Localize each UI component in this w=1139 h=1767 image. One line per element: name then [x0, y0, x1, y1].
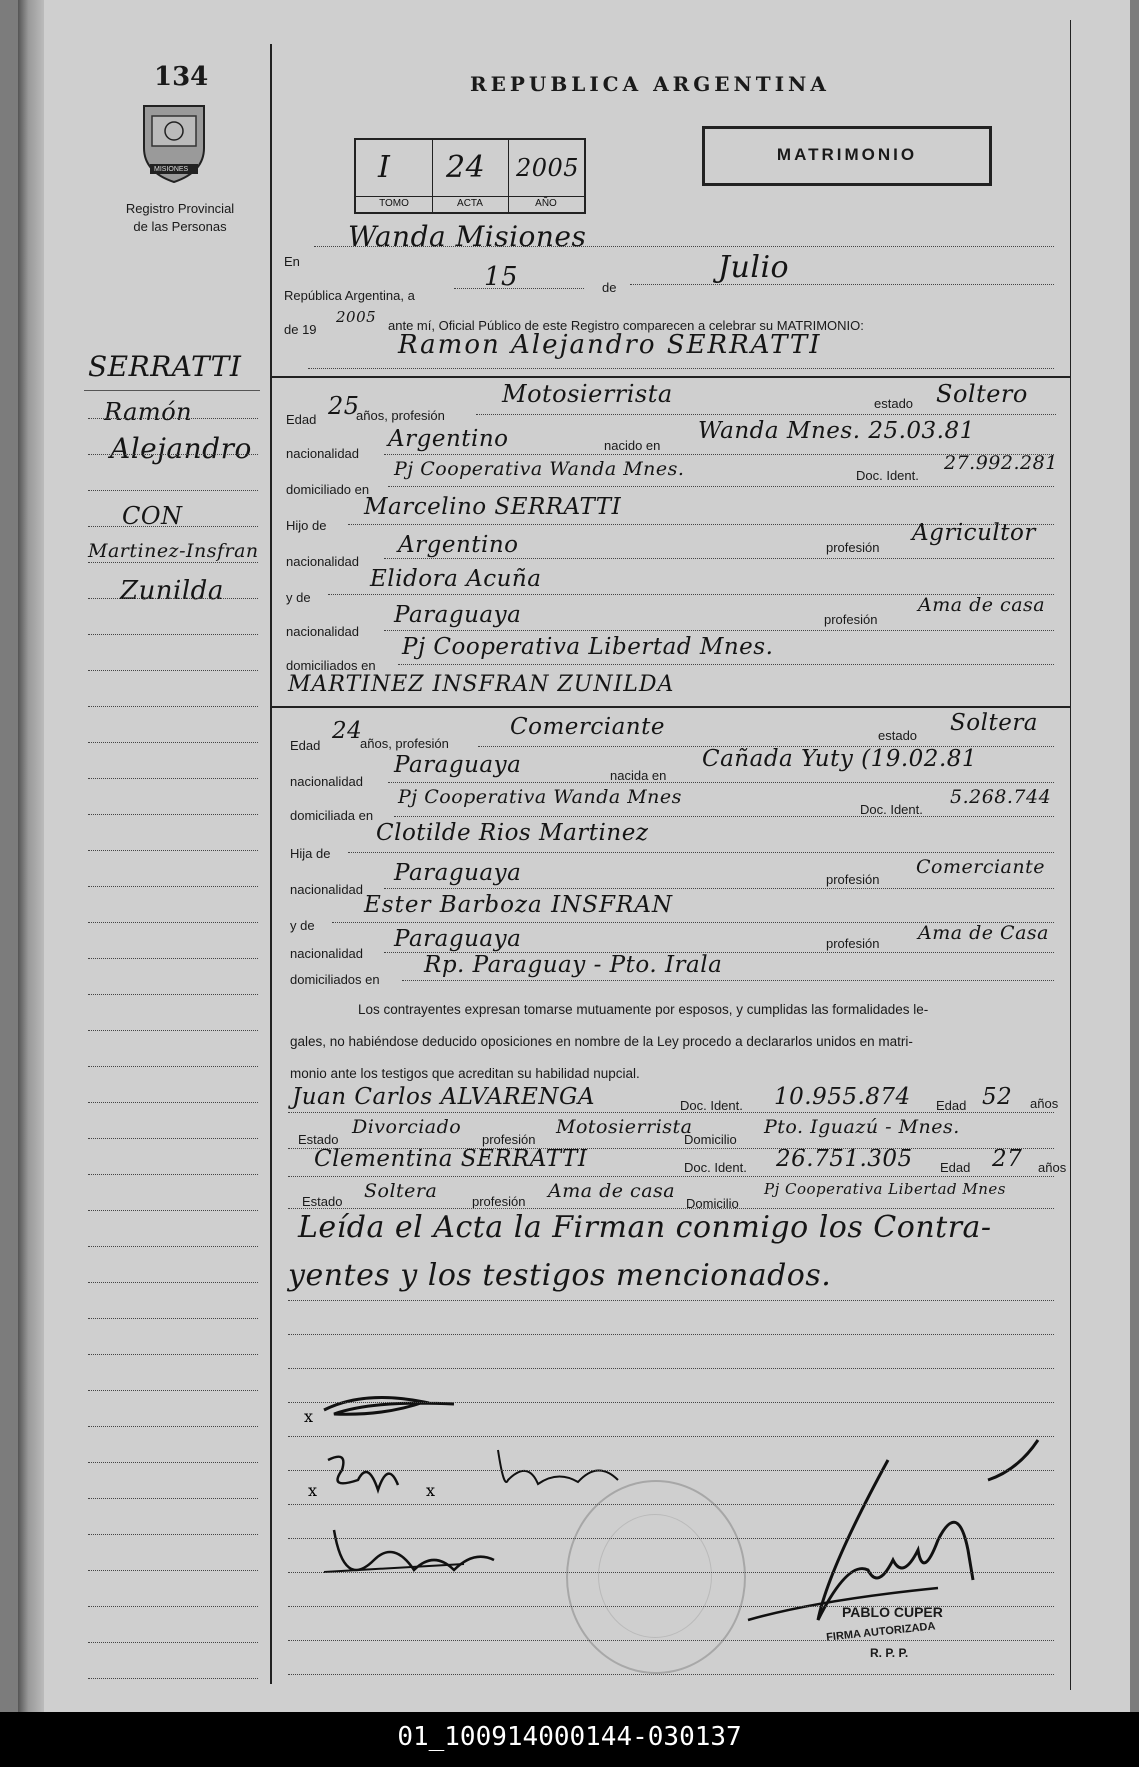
g-nacionalidad: Argentino — [388, 426, 509, 452]
line — [288, 1112, 1054, 1113]
margin-dotted-line — [88, 598, 258, 599]
line — [630, 284, 1054, 285]
margin-dotted-line — [88, 1498, 258, 1499]
b-hija-label: Hija de — [290, 846, 331, 861]
bride-full-name: MARTINEZ INSFRAN ZUNILDA — [288, 672, 675, 697]
line — [476, 414, 1056, 415]
g-domicilio: Pj Cooperativa Wanda Mnes. — [394, 458, 685, 480]
b-mprof-label: profesión — [826, 872, 880, 887]
g-pprof-label: profesión — [826, 540, 880, 555]
w2-name: Clementina SERRATTI — [314, 1146, 588, 1172]
margin-dotted-line — [88, 814, 258, 815]
w1-prof: Motosierrista — [556, 1116, 693, 1138]
line — [402, 980, 1054, 981]
margin-dotted-line — [88, 526, 258, 527]
b-otro: Ester Barboza INSFRAN — [364, 892, 674, 918]
margin-dotted-line — [88, 454, 258, 455]
svg-text:x: x — [308, 1481, 318, 1500]
register-page — [18, 0, 1130, 1712]
section-rule-2 — [272, 706, 1070, 708]
page-number: 134 — [154, 62, 209, 92]
signature-official — [718, 1420, 1058, 1660]
body-dotted-line — [288, 1504, 1054, 1505]
right-border — [1070, 20, 1071, 1690]
b-edad-label: Edad — [290, 738, 321, 753]
b-madre: Clotilde Rios Martinez — [376, 820, 649, 846]
g-estado-label: estado — [874, 396, 914, 411]
declaration-line3: monio ante los testigos que acreditan su habilidad nupcial. — [290, 1066, 640, 1081]
g-profesion: Motosierrista — [502, 380, 673, 408]
line — [398, 664, 1054, 665]
w2-prof-label: profesión — [472, 1194, 526, 1209]
g-padres-dom: Pj Cooperativa Libertad Mnes. — [402, 634, 774, 660]
g-edad-label: Edad — [286, 412, 317, 427]
w1-edad-label: Edad — [936, 1098, 967, 1113]
margin-groom-name1: Ramón — [104, 398, 193, 426]
g-edad: 25 — [328, 392, 360, 420]
margin-dotted-line — [88, 1066, 258, 1067]
w1-anos-label: años — [1030, 1096, 1059, 1111]
margin-dotted-line — [88, 1462, 258, 1463]
b-padres-dom: Rp. Paraguay - Pto. Irala — [424, 952, 723, 978]
margin-dotted-line — [88, 1426, 258, 1427]
b-anos-label: años, profesión — [360, 736, 449, 751]
b-estado: Soltera — [950, 710, 1039, 736]
ano-value: 2005 — [516, 154, 580, 182]
margin-dotted-line — [88, 886, 258, 887]
place-value: Wanda Misiones — [348, 220, 587, 253]
groom-full-name: Ramon Alejandro SERRATTI — [398, 330, 822, 360]
margin-dotted-line — [88, 670, 258, 671]
day-value: 15 — [484, 262, 519, 292]
acta-label: ACTA — [457, 198, 483, 209]
w2-doc-label: Doc. Ident. — [684, 1160, 747, 1175]
b-doc: 5.268.744 — [950, 786, 1052, 808]
margin-dotted-line — [88, 994, 258, 995]
line — [308, 368, 1054, 369]
b-nac-label: nacionalidad — [290, 774, 364, 789]
g-padre-nac: Argentino — [398, 532, 519, 558]
margin-bride-surname: Martinez-Insfran — [88, 540, 259, 562]
g-yde-label: y de — [286, 590, 311, 605]
body-dotted-line — [288, 1300, 1054, 1301]
margin-dotted-line — [88, 634, 258, 635]
g-nacido-label: nacido en — [604, 438, 661, 453]
line — [384, 558, 1054, 559]
line — [348, 852, 1054, 853]
body-dotted-line — [288, 1674, 1054, 1675]
closing-line1: Leída el Acta la Firman conmigo los Contra- — [298, 1210, 992, 1245]
g-nacido: Wanda Mnes. 25.03.81 — [698, 418, 975, 444]
w1-name: Juan Carlos ALVARENGA — [292, 1084, 596, 1110]
b-pdom-label: domiciliados en — [290, 972, 380, 987]
body-dotted-line — [288, 1334, 1054, 1335]
b-nacida: Cañada Yuty (19.02.81 — [702, 746, 978, 772]
line — [388, 782, 1054, 783]
b-profesion: Comerciante — [510, 714, 665, 740]
margin-rule — [84, 390, 260, 391]
svg-text:x: x — [426, 1481, 436, 1500]
b-madre-nac: Paraguaya — [394, 860, 522, 886]
w1-doc-label: Doc. Ident. — [680, 1098, 743, 1113]
line — [384, 888, 1054, 889]
w2-prof: Ama de casa — [548, 1180, 676, 1202]
ante-text: ante mí, Oficial Público de este Registro comparecen a celebrar su MATRIMONIO: — [388, 318, 864, 333]
margin-groom-surname: SERRATTI — [88, 350, 242, 383]
official-name: PABLO CUPER — [842, 1604, 943, 1620]
b-oprof-label: profesión — [826, 936, 880, 951]
margin-dotted-line — [88, 778, 258, 779]
registry-name: Registro Provincial de las Personas — [125, 201, 235, 234]
b-doc-label: Doc. Ident. — [860, 802, 923, 817]
tomo-value: I — [378, 150, 391, 185]
margin-dotted-line — [88, 742, 258, 743]
margin-dotted-line — [88, 1102, 258, 1103]
g-padre-prof: Agricultor — [912, 520, 1036, 546]
b-estado-label: estado — [878, 728, 918, 743]
year-value: 2005 — [336, 308, 377, 326]
body-dotted-line — [288, 1368, 1054, 1369]
w2-edad-label: Edad — [940, 1160, 971, 1175]
margin-dotted-line — [88, 562, 258, 563]
b-madre-prof: Comerciante — [916, 856, 1045, 878]
margin-dotted-line — [88, 958, 258, 959]
margin-dotted-line — [88, 706, 258, 707]
b-edad: 24 — [332, 718, 363, 744]
w1-edad: 52 — [982, 1084, 1013, 1110]
margin-dotted-line — [88, 922, 258, 923]
margin-dotted-line — [88, 1246, 258, 1247]
g-mnac-label: nacionalidad — [286, 624, 360, 639]
declaration-line1: Los contrayentes expresan tomarse mutuamente por esposos, y cumplidas las formalidades le- — [358, 1002, 929, 1017]
svg-text:x: x — [304, 1407, 314, 1426]
section-rule — [272, 376, 1070, 378]
body-dotted-line — [288, 1538, 1054, 1539]
record-number-box — [354, 138, 586, 214]
g-anos-label: años, profesión — [356, 408, 445, 423]
de19-label: de 19 — [284, 322, 317, 337]
margin-dotted-line — [88, 850, 258, 851]
w2-estado: Soltera — [364, 1180, 438, 1202]
country-title: REPUBLICA ARGENTINA — [470, 72, 830, 96]
de-label: de — [602, 280, 617, 295]
g-estado: Soltero — [936, 380, 1028, 408]
margin-dotted-line — [88, 418, 258, 419]
republica-label: República Argentina, a — [284, 288, 415, 303]
g-hijo-label: Hijo de — [286, 518, 327, 533]
margin-dotted-line — [88, 1678, 258, 1679]
province-seal — [138, 98, 210, 184]
line — [288, 1176, 1054, 1177]
margin-dotted-line — [88, 1282, 258, 1283]
en-label: En — [284, 254, 300, 269]
margin-dotted-line — [88, 490, 258, 491]
doc-type-box — [702, 126, 992, 186]
official-title: FIRMA AUTORIZADA — [825, 1620, 936, 1644]
month-value: Julio — [718, 250, 790, 285]
g-pnac-label: nacionalidad — [286, 554, 360, 569]
margin-dotted-line — [88, 1534, 258, 1535]
w2-estado-label: Estado — [302, 1194, 343, 1209]
margin-dotted-line — [88, 1390, 258, 1391]
g-madre-nac: Paraguaya — [394, 602, 522, 628]
body-dotted-line — [288, 1436, 1054, 1437]
body-dotted-line — [288, 1572, 1054, 1573]
w2-edad: 27 — [992, 1146, 1023, 1172]
g-madre: Elidora Acuña — [370, 566, 542, 592]
line — [388, 486, 1054, 487]
acta-value: 24 — [446, 150, 486, 185]
b-onac-label: nacionalidad — [290, 946, 364, 961]
w1-dom-label: Domicilio — [684, 1132, 737, 1147]
scan-id-footer: 01_100914000144-030137 — [0, 1712, 1139, 1767]
margin-dotted-line — [88, 1570, 258, 1571]
w2-dom-label: Domicilio — [686, 1196, 739, 1211]
margin-dotted-line — [88, 1174, 258, 1175]
margin-dotted-line — [88, 1030, 258, 1031]
margin-con: CON — [122, 502, 183, 530]
margin-dotted-line — [88, 1642, 258, 1643]
margin-bride-name: Zunilda — [120, 576, 224, 606]
column-divider — [270, 44, 272, 1684]
b-yde-label: y de — [290, 918, 315, 933]
margin-dotted-line — [88, 1210, 258, 1211]
closing-line2: yentes y los testigos mencionados. — [288, 1258, 832, 1293]
book-spine — [18, 0, 44, 1712]
body-dotted-line — [288, 1402, 1054, 1403]
g-pdom-label: domiciliados en — [286, 658, 376, 673]
margin-dotted-line — [88, 1138, 258, 1139]
margin-dotted-line — [88, 1606, 258, 1607]
line — [394, 816, 1054, 817]
b-mnac-label: nacionalidad — [290, 882, 364, 897]
g-dom-label: domiciliado en — [286, 482, 370, 497]
w2-anos-label: años — [1038, 1160, 1067, 1175]
g-nac-label: nacionalidad — [286, 446, 360, 461]
doc-type: MATRIMONIO — [776, 145, 918, 164]
line — [454, 288, 584, 289]
b-domicilio: Pj Cooperativa Wanda Mnes — [398, 786, 682, 808]
w1-estado: Divorciado — [352, 1116, 462, 1138]
w2-dom: Pj Cooperativa Libertad Mnes — [764, 1180, 1006, 1198]
g-doc: 27.992.281 — [944, 452, 1058, 474]
b-otro-nac: Paraguaya — [394, 926, 522, 952]
w1-prof-label: profesión — [482, 1132, 536, 1147]
w1-dom: Pto. Iguazú - Mnes. — [764, 1116, 960, 1138]
b-dom-label: domiciliada en — [290, 808, 374, 823]
w1-doc: 10.955.874 — [774, 1084, 911, 1110]
signature-groom — [304, 1380, 474, 1430]
line — [384, 630, 1054, 631]
g-mprof-label: profesión — [824, 612, 878, 627]
seal-label: MISIONES — [154, 166, 189, 173]
tomo-label: TOMO — [379, 198, 409, 209]
w2-doc: 26.751.305 — [776, 1146, 913, 1172]
body-dotted-line — [288, 1470, 1054, 1471]
b-nacionalidad: Paraguaya — [394, 752, 522, 778]
body-dotted-line — [288, 1606, 1054, 1607]
g-doc-label: Doc. Ident. — [856, 468, 919, 483]
margin-groom-name2: Alejandro — [110, 432, 252, 465]
margin-dotted-line — [88, 1354, 258, 1355]
official-sub: R. P. P. — [870, 1646, 909, 1660]
w1-estado-label: Estado — [298, 1132, 339, 1147]
margin-dotted-line — [88, 1318, 258, 1319]
b-nacida-label: nacida en — [610, 768, 667, 783]
g-madre-prof: Ama de casa — [918, 594, 1046, 616]
body-dotted-line — [288, 1640, 1054, 1641]
declaration-line2: gales, no habiéndose deducido oposiciones en nombre de la Ley procedo a declararlos unidos en matri- — [290, 1034, 913, 1049]
g-padre: Marcelino SERRATTI — [364, 494, 622, 520]
signature-witness — [314, 1520, 514, 1600]
b-otro-prof: Ama de Casa — [918, 922, 1049, 944]
line — [288, 1208, 1054, 1209]
ano-label: AÑO — [535, 198, 557, 209]
